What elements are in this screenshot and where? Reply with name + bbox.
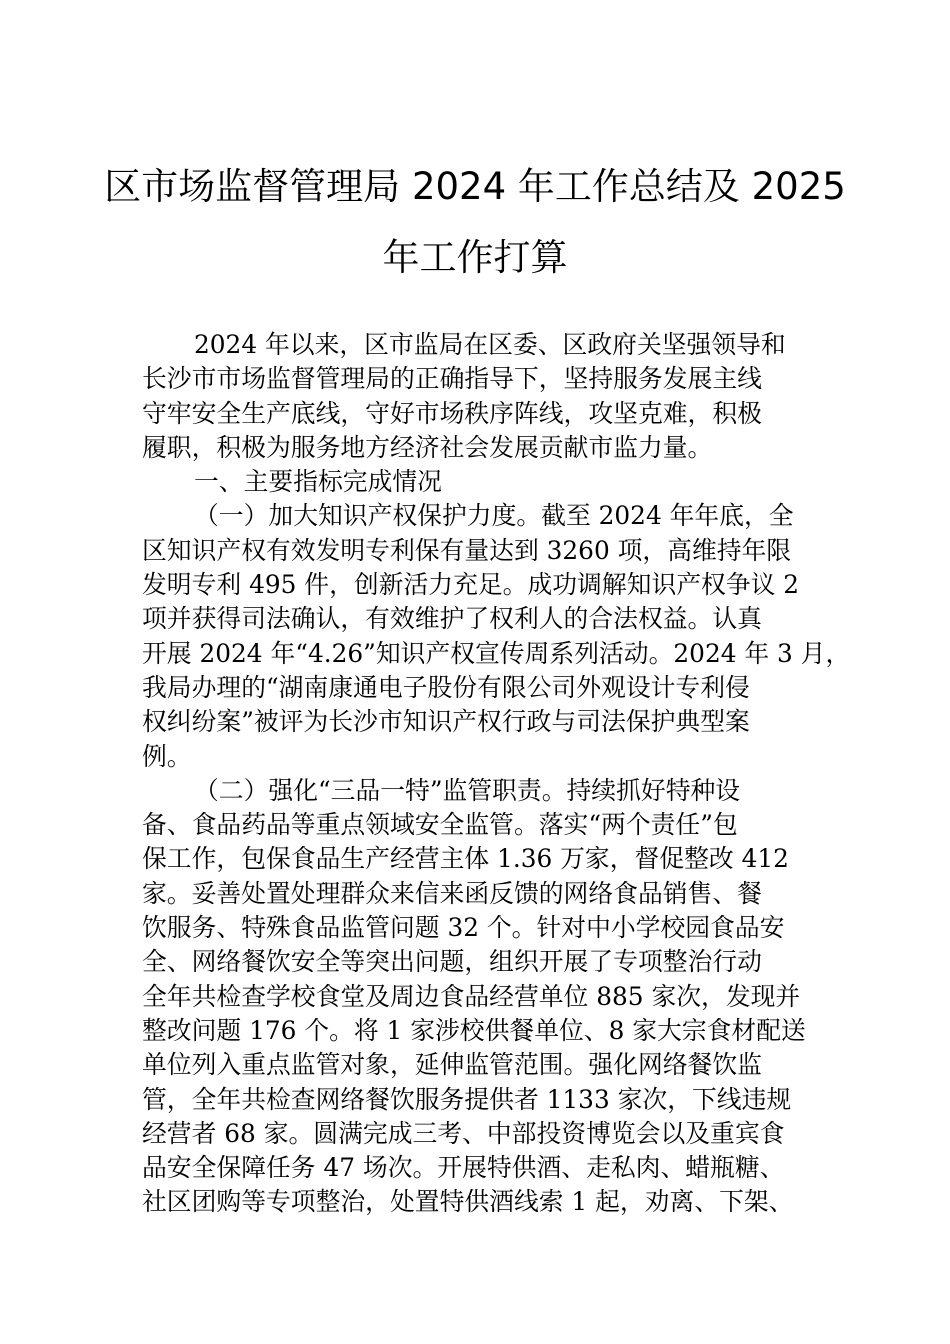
paragraph-line: 保工作，包保食品生产经营主体 1.36 万家，督促整改 412 — [142, 844, 789, 874]
paragraph-line: 整改问题 176 个。将 1 家涉校供餐单位、8 家大宗食材配送 — [142, 1015, 806, 1045]
paragraph-line: 备、食品药品等重点领域安全监管。落实“两个责任”包 — [142, 810, 738, 840]
paragraph-line: 例。 — [142, 741, 192, 771]
paragraph-line: 2024 年以来，区市监局在区委、区政府关坚强领导和 — [194, 330, 786, 359]
paragraph-line: 发明专利 495 件，创新活力充足。成功调解知识产权争议 2 — [142, 570, 800, 600]
document-body — [142, 328, 851, 1220]
paragraph-line: 饮服务、特殊食品监管问题 32 个。针对中小学校园食品安 — [142, 913, 785, 943]
paragraph-line: 全、网络餐饮安全等突出问题，组织开展了专项整治行动 — [142, 947, 762, 977]
document-title-line-2: 年工作打算 — [382, 236, 568, 279]
paragraph-line: （二）强化“三品一特”监管职责。持续抓好特种设 — [194, 775, 741, 805]
paragraph-line: 项并获得司法确认，有效维护了权利人的合法权益。认真 — [142, 604, 762, 634]
paragraph-line: 区知识产权有效发明专利保有量达到 3260 项，高维持年限 — [142, 535, 792, 565]
paragraph-line: （一）加大知识产权保护力度。截至 2024 年年底，全 — [194, 501, 794, 531]
paragraph-line: 守牢安全生产底线，守好市场秩序阵线，攻坚克难，积极 — [142, 398, 762, 428]
paragraph-line: 全年共检查学校食堂及周边食品经营单位 885 家次，发现并 — [142, 981, 801, 1011]
paragraph-line: 我局办理的“湖南康通电子股份有限公司外观设计专利侵 — [142, 672, 750, 702]
paragraph-line: 履职，积极为服务地方经济社会发展贡献市监力量。 — [142, 432, 713, 462]
paragraph-line: 品安全保障任务 47 场次。开展特供酒、走私肉、蜡瓶糖、 — [142, 1153, 785, 1183]
paragraph-line: 权纠纷案”被评为长沙市知识产权行政与司法保护典型案 — [142, 707, 750, 737]
paragraph-line: 长沙市市场监督管理局的正确指导下，坚持服务发展主线 — [142, 364, 762, 394]
paragraph-line: 社区团购等专项整治，处置特供酒线索 1 起，劝离、下架、 — [142, 1187, 794, 1217]
paragraph-line: 家。妥善处置处理群众来信来函反馈的网络食品销售、餐 — [142, 878, 762, 908]
document-title-line-1: 区市场监督管理局 2024 年工作总结及 2025 — [104, 165, 846, 208]
paragraph-line: 开展 2024 年“4.26”知识产权宣传周系列活动。2024 年 3 月， — [142, 638, 851, 668]
paragraph-line: 单位列入重点监管对象，延伸监管范围。强化网络餐饮监 — [142, 1050, 762, 1080]
paragraph-line: 管，全年共检查网络餐饮服务提供者 1133 家次，下线违规 — [142, 1084, 792, 1114]
section-heading: 一、主要指标完成情况 — [194, 467, 442, 497]
paragraph-line: 经营者 68 家。圆满完成三考、中部投资博览会以及重宾食 — [142, 1118, 785, 1148]
